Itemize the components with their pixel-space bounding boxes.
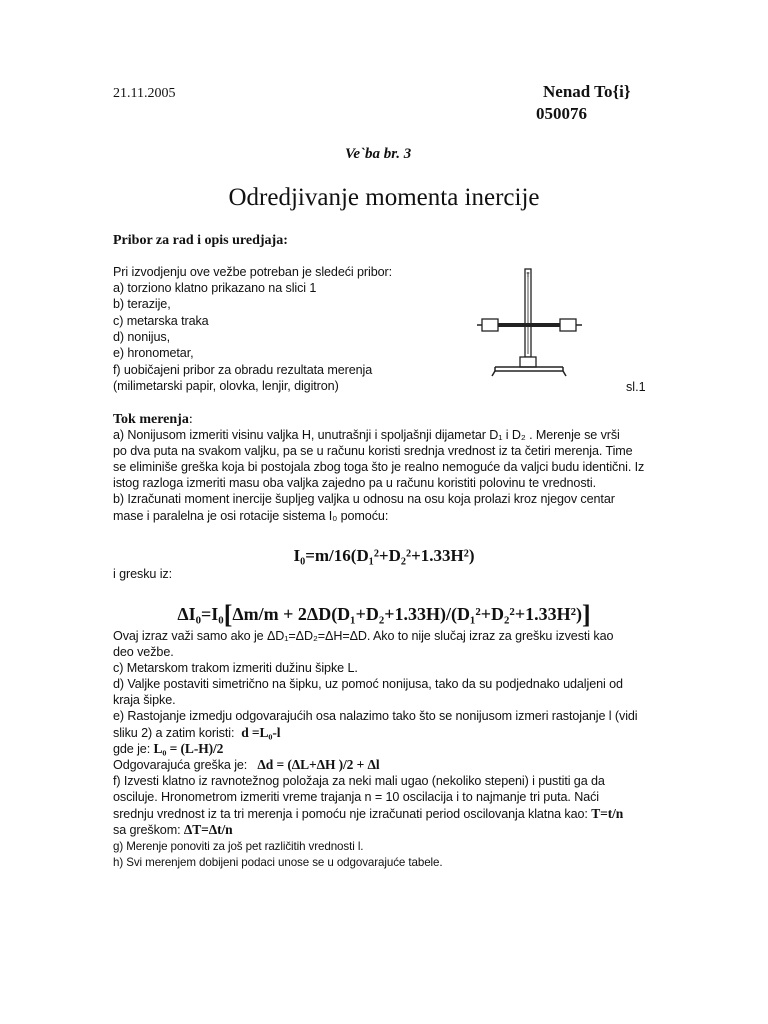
student-id: 050076 — [536, 104, 587, 123]
author-name: Nenad To{i} — [543, 82, 631, 101]
procedure-line: a) Nonijusom izmeriti visinu valjka H, unutrašnji i spoljašnji dijametar D₁ i D₂ . Merenje se vrši — [113, 428, 620, 442]
procedure-line: mase i paralelna je osi rotacije sistema I₀ pomoću: — [113, 509, 389, 523]
distance-line — [113, 725, 280, 741]
procedure-line: kraja šipke. — [113, 693, 176, 707]
procedure-heading-text: Tok merenja — [113, 412, 189, 427]
equipment-line: d) nonijus, — [113, 330, 171, 344]
procedure-line: f) Izvesti klatno iz ravnotežnog položaja za neki mali ugao (nekoliko stepeni) i pustiti ga da — [113, 774, 605, 788]
procedure-line: deo vežbe. — [113, 645, 174, 659]
period-error-text: sa greškom: — [113, 823, 181, 837]
procedure-heading-colon: : — [188, 412, 193, 427]
equipment-line: c) metarska traka — [113, 314, 209, 328]
procedure-line: po dva puta na svakom valjku, pa se u računu koristi srednja vrednost iz ta četiri merenja. Time — [113, 444, 633, 458]
procedure-line: istog razloga izmeriti masu oba valjka zajedno pa u računu koristiti polovinu te vrednosti. — [113, 476, 597, 490]
procedure-line: d) Valjke postaviti simetrično na šipku, uz pomoć nonijusa, tako da su podjednako udaljeni od — [113, 677, 623, 691]
procedure-line: Ovaj izraz važi samo ako je ΔD₁=ΔD₂=ΔH=ΔD. Ako to nije slučaj izraz za grešku izvesti kao — [113, 629, 614, 643]
l0-line — [113, 741, 223, 757]
equipment-heading: Pribor za rad i opis uredjaja: — [113, 233, 288, 248]
period-formula: T=t/n — [591, 806, 624, 821]
procedure-line: se eliminiše greška koja bi postojala zbog toga što je realno nemoguće da valjci budu identični. Iz — [113, 460, 645, 474]
equipment-line: e) hronometar, — [113, 346, 194, 360]
exercise-number: Ve`ba br. 3 — [345, 146, 412, 162]
procedure-line: g) Merenje ponoviti za još pet različitih vrednosti l. — [113, 840, 364, 853]
figure-label: sl.1 — [626, 380, 646, 394]
error-formula: ΔI₀=I₀[Δm/m + 2ΔD(D₁+D₂+1.33H)/(D₁²+D₂²+1.33H²)] — [177, 600, 591, 629]
period-error-formula: ΔT=Δt/n — [183, 822, 233, 837]
l0-text: gde je: — [113, 742, 151, 756]
error-intro: i gresku iz: — [113, 567, 172, 581]
period-text: srednju vrednost iz ta tri merenja i pomoću nje izračunati period oscilovanja klatna kao: — [113, 807, 588, 821]
error-formula-prefix: ΔI₀=I₀ — [177, 604, 224, 624]
document-title: Odredjivanje momenta inercije — [228, 184, 540, 211]
distance-error-formula: Δd = (ΔL+ΔH )/2 + Δl — [257, 757, 380, 772]
procedure-line: osciluje. Hronometrom izmeriti vreme trajanja n = 10 oscilacija i to najmanje tri puta. Naći — [113, 790, 600, 804]
period-line — [113, 806, 623, 822]
period-error-line — [113, 822, 233, 838]
moment-of-inertia-formula: I₀=m/16(D₁²+D₂²+1.33H²) — [293, 546, 475, 565]
equipment-line: b) terazije, — [113, 297, 171, 311]
procedure-line: b) Izračunati moment inercije šupljeg valjka u odnosu na osu koja prolazi kroz njegov centar — [113, 492, 615, 506]
distance-formula: d =L₀-l — [241, 725, 281, 740]
l0-formula: L₀ = (L-H)/2 — [153, 741, 224, 756]
procedure-line: h) Svi merenjem dobijeni podaci unose se u odgovarajuće tabele. — [113, 856, 443, 869]
equipment-line: (milimetarski papir, olovka, lenjir, digitron) — [113, 379, 339, 393]
procedure-heading — [113, 412, 193, 428]
equipment-line: f) uobičajeni pribor za obradu rezultata merenja — [113, 363, 373, 377]
equipment-line: a) torziono klatno prikazano na slici 1 — [113, 281, 317, 295]
torsion-pendulum-figure — [477, 263, 587, 381]
distance-error-line — [113, 757, 380, 773]
document-date: 21.11.2005 — [113, 86, 176, 101]
equipment-line: Pri izvodjenju ove vežbe potreban je sledeći pribor: — [113, 265, 393, 279]
procedure-line: e) Rastojanje izmedju odgovarajućih osa nalazimo tako što se nonijusom izmeri rastojanje l (vidi — [113, 709, 638, 723]
procedure-line: c) Metarskom trakom izmeriti dužinu šipke L. — [113, 661, 358, 675]
distance-text: sliku 2) a zatim koristi: — [113, 726, 235, 740]
distance-error-text: Odgovarajuća greška je: — [113, 758, 248, 772]
error-formula-body: Δm/m + 2ΔD(D₁+D₂+1.33H)/(D₁²+D₂²+1.33H²) — [232, 604, 582, 624]
